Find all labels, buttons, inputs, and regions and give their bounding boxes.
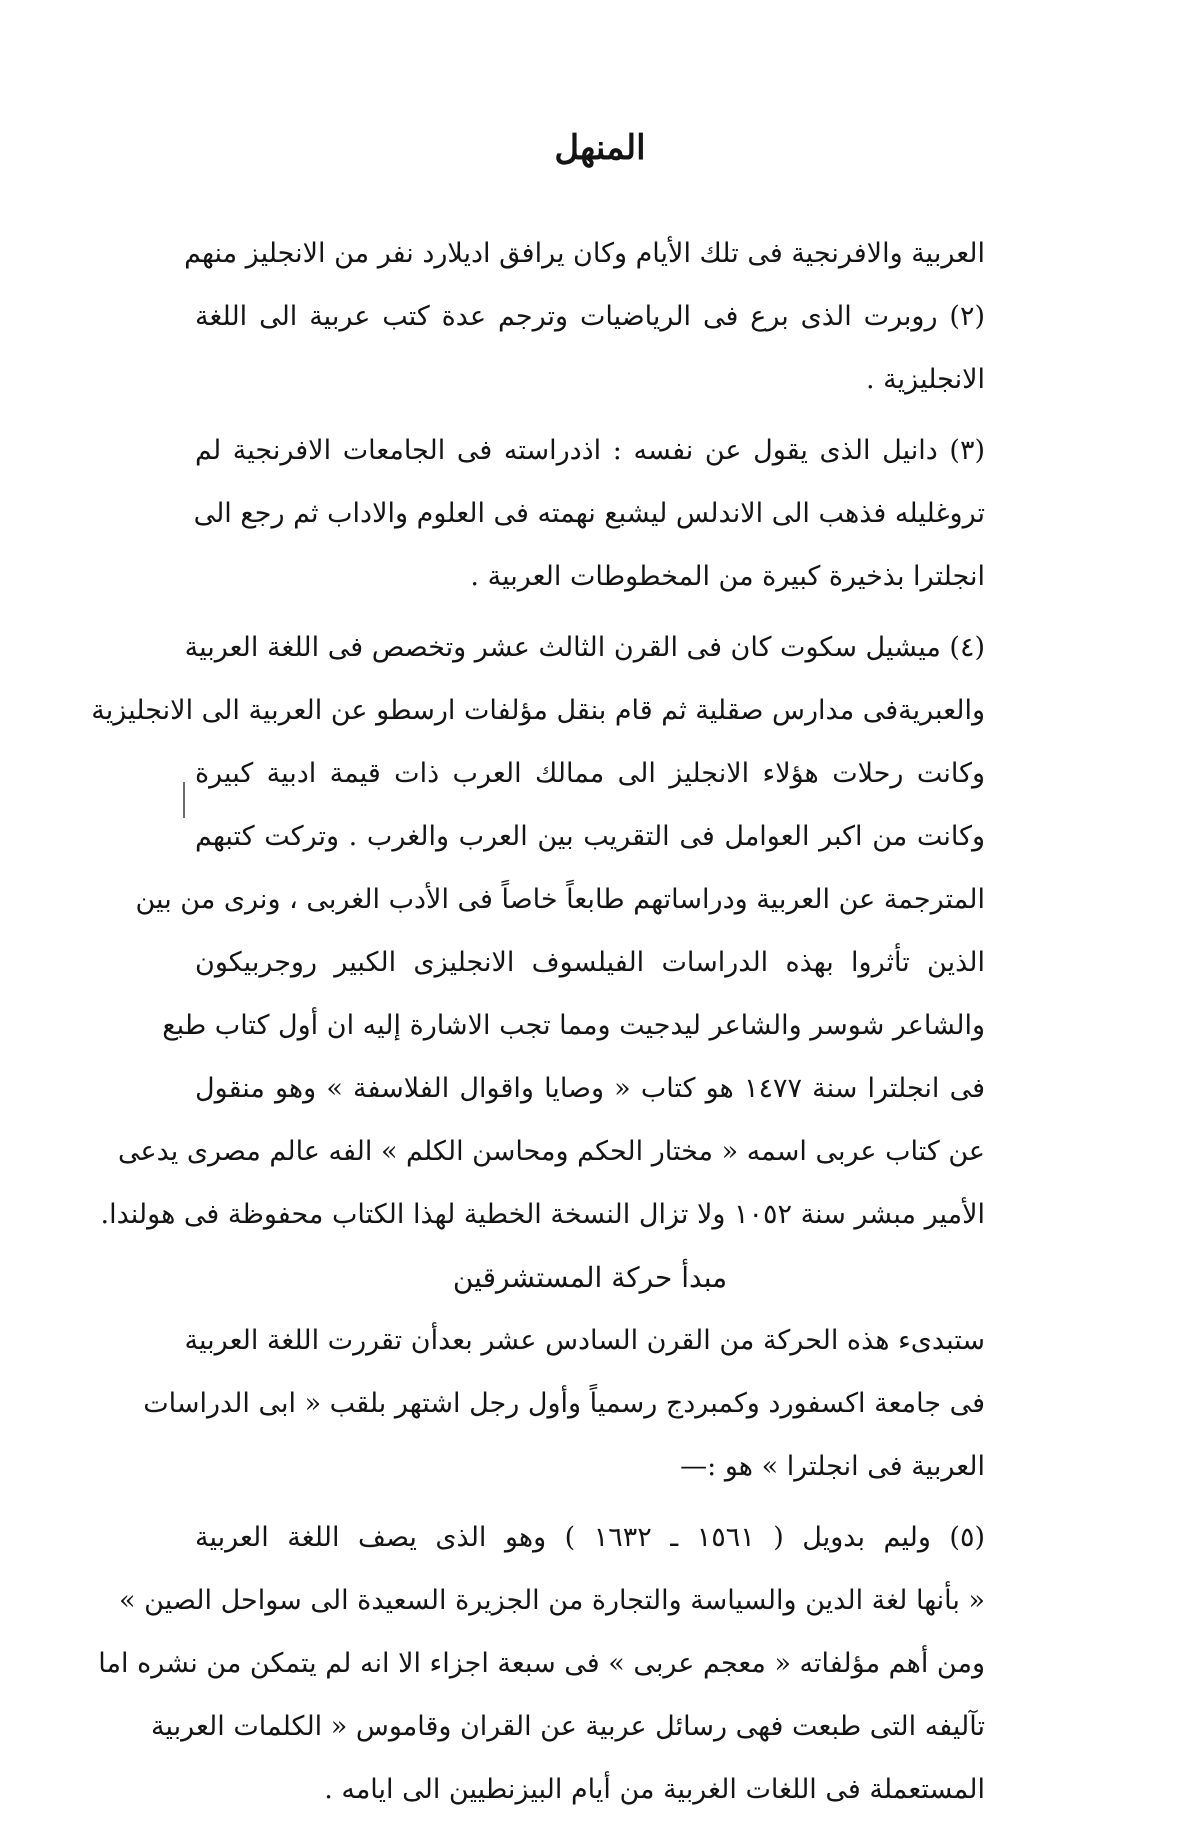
text-line: الانجليزية . bbox=[866, 364, 985, 395]
text-line: والشاعر شوسر والشاعر ليدجيت ومما تجب الاشارة إليه ان أول كتاب طبع bbox=[162, 1010, 985, 1041]
text-line: تآليفه التى طبعت فهى رسائل عربية عن القران وقاموس « الكلمات العربية bbox=[150, 1711, 985, 1742]
text-line: انجلترا بذخيرة كبيرة من المخطوطات العربية . bbox=[470, 561, 985, 592]
text-line: ستبدىء هذه الحركة من القرن السادس عشر بعدأن تقررت اللغة العربية bbox=[184, 1325, 985, 1356]
text-line: (٣) دانيل الذى يقول عن نفسه : اذدراسته فى الجامعات الافرنجية لم bbox=[195, 435, 985, 466]
text-line: « بأنها لغة الدين والسياسة والتجارة من الجزيرة السعيدة الى سواحل الصين » bbox=[119, 1585, 985, 1616]
running-head: المنهل bbox=[554, 128, 646, 168]
text-line: (٢) روبرت الذى برع فى الرياضيات وترجم عدة كتب عربية الى اللغة bbox=[195, 301, 985, 332]
page-body-text bbox=[91, 222, 986, 1821]
text-line: والعبريةفى مدارس صقلية ثم قام بنقل مؤلفات ارسطو عن العربية الى الانجليزية bbox=[91, 695, 985, 726]
text-line: فى جامعة اكسفورد وكمبردج رسمياً وأول رجل اشتهر بلقب « ابى الدراسات bbox=[143, 1388, 985, 1419]
text-line: وكانت رحلات هؤلاء الانجليز الى ممالك العرب ذات قيمة ادبية كبيرة bbox=[195, 758, 985, 789]
text-line: وكانت من اكبر العوامل فى التقريب بين العرب والغرب . وتركت كتبهم bbox=[195, 821, 985, 852]
text-line: الأمير مبشر سنة ١٠٥٢ ولا تزال النسخة الخطية لهذا الكتاب محفوظة فى هولندا. bbox=[100, 1199, 985, 1230]
text-line: الذين تأثروا بهذه الدراسات الفيلسوف الانجليزى الكبير روجربيكون bbox=[195, 947, 985, 978]
text-line: العربية والافرنجية فى تلك الأيام وكان يرافق اديلارد نفر من الانجليز منهم bbox=[184, 238, 985, 269]
text-line: عن كتاب عربى اسمه « مختار الحكم ومحاسن الكلم » الفه عالم مصرى يدعى bbox=[118, 1136, 985, 1167]
section-heading: مبدأ حركة المستشرقين bbox=[452, 1261, 728, 1294]
text-line: العربية فى انجلترا » هو :— bbox=[680, 1451, 985, 1482]
text-line: المترجمة عن العربية ودراساتهم طابعاً خاصاً فى الأدب الغربى ، ونرى من بين bbox=[135, 884, 985, 915]
text-line: (٥) وليم بدويل ( ١٥٦١ ـ ١٦٣٢ ) وهو الذى يصف اللغة العربية bbox=[195, 1522, 986, 1553]
text-line: (٤) ميشيل سكوت كان فى القرن الثالث عشر وتخصص فى اللغة العربية bbox=[184, 632, 985, 663]
text-line: ومن أهم مؤلفاته « معجم عربى » فى سبعة اجزاء الا انه لم يتمكن من نشره اما bbox=[98, 1648, 985, 1679]
text-line: فى انجلترا سنة ١٤٧٧ هو كتاب « وصايا واقوال الفلاسفة » وهو منقول bbox=[195, 1073, 985, 1104]
margin-mark bbox=[183, 782, 185, 818]
text-line: المستعملة فى اللغات الغربية من أيام البيزنطيين الى ايامه . bbox=[324, 1774, 985, 1805]
text-line: تروغليله فذهب الى الاندلس ليشبع نهمته فى العلوم والاداب ثم رجع الى bbox=[193, 498, 985, 529]
